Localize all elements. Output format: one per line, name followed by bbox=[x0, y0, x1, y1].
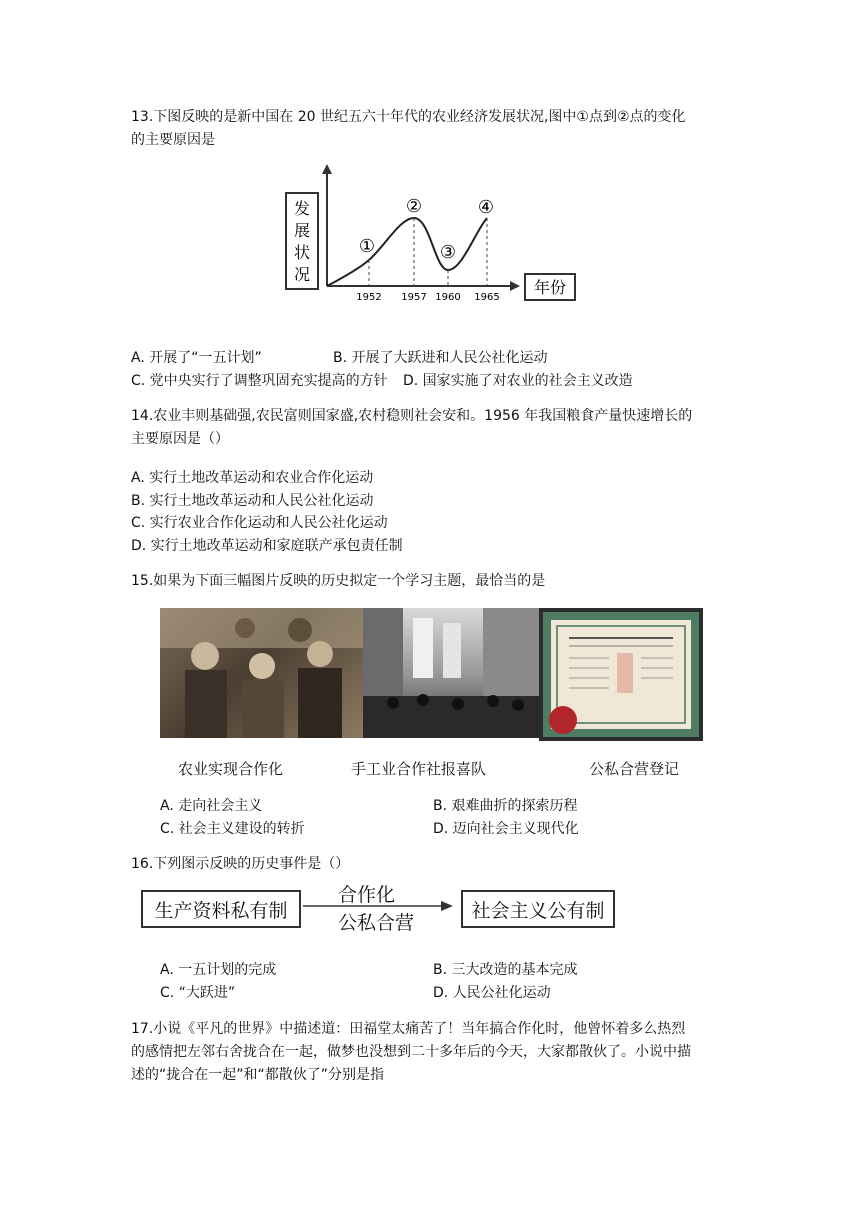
diagram-public-ownership-label: 社会主义公有制 bbox=[471, 899, 605, 922]
q16-option-c: C. “大跃进” bbox=[160, 985, 236, 1001]
chart-ylabel-1: 发 bbox=[293, 199, 311, 218]
chart-y-arrow bbox=[322, 164, 332, 174]
diagram-joint-venture-label: 公私合营 bbox=[338, 912, 415, 934]
diagram-public-ownership-box bbox=[461, 890, 615, 928]
q16-option-b: B. 三大改造的基本完成 bbox=[433, 962, 578, 978]
chart-x-arrow bbox=[510, 281, 520, 291]
q17-stem-line2: 的感情把左邻右舍拢合在一起，做梦也没想到二十多年后的今天，大家都散伙了。小说中描 bbox=[131, 1044, 691, 1060]
q14-option-a: A. 实行土地改革运动和农业合作化运动 bbox=[131, 470, 374, 486]
q15-option-c: C. 社会主义建设的转折 bbox=[160, 821, 305, 837]
chart-point-2: ② bbox=[405, 196, 423, 217]
q13-option-d: D. 国家实施了对农业的社会主义改造 bbox=[403, 373, 633, 389]
q13-stem-line1: 13.下图反映的是新中国在 20 世纪五六十年代的农业经济发展状况,图中①点到②点的变化 bbox=[131, 109, 686, 125]
q15-caption-3: 公私合营登记 bbox=[589, 760, 680, 778]
q15-option-a: A. 走向社会主义 bbox=[160, 798, 263, 814]
q17-stem-line1: 17.小说《平凡的世界》中描述道：田福堂太痛苦了！当年搞合作化时，他曾怀着多么热烈 bbox=[131, 1021, 686, 1037]
q14-option-c: C. 实行农业合作化运动和人民公社化运动 bbox=[131, 515, 388, 531]
chart-curve bbox=[327, 218, 487, 286]
q13-development-chart bbox=[280, 160, 580, 305]
chart-ylabel-2: 展 bbox=[293, 221, 311, 240]
q14-option-d: D. 实行土地改革运动和家庭联产承包责任制 bbox=[131, 538, 403, 554]
chart-ylabel-3: 状 bbox=[293, 243, 311, 262]
q16-option-d: D. 人民公社化运动 bbox=[433, 985, 551, 1001]
q15-option-b: B. 艰难曲折的探索历程 bbox=[433, 798, 578, 814]
q15-caption-2: 手工业合作社报喜队 bbox=[351, 760, 487, 778]
photo-joint-venture-certificate bbox=[539, 608, 703, 741]
diagram-private-ownership-label: 生产资料私有制 bbox=[154, 899, 288, 922]
q14-option-b: B. 实行土地改革运动和人民公社化运动 bbox=[131, 493, 374, 509]
diagram-private-ownership-box bbox=[141, 890, 301, 928]
chart-point-3: ③ bbox=[439, 242, 457, 263]
q13-option-c: C. 党中央实行了调整巩固充实提高的方针 bbox=[131, 373, 388, 389]
q14-stem-line1: 14.农业丰则基础强,农民富则国家盛,农村稳则社会安和。1956 年我国粮食产量快速增长的 bbox=[131, 408, 693, 424]
photo-agricultural-cooperative bbox=[160, 608, 363, 738]
chart-tick-1965: 1965 bbox=[474, 292, 500, 303]
chart-tick-1957: 1957 bbox=[401, 292, 427, 303]
q13-option-b: B. 开展了大跃进和人民公社化运动 bbox=[333, 350, 548, 366]
chart-point-1: ① bbox=[358, 236, 376, 257]
q13-stem-line2: 的主要原因是 bbox=[131, 132, 215, 148]
q16-option-a: A. 一五计划的完成 bbox=[160, 962, 277, 978]
chart-tick-1960: 1960 bbox=[435, 292, 461, 303]
q13-option-a: A. 开展了“一五计划” bbox=[131, 350, 262, 366]
q17-stem-line3: 述的“拢合在一起”和“都散伙了”分别是指 bbox=[131, 1067, 385, 1083]
chart-ylabel-4: 况 bbox=[293, 265, 311, 284]
q15-option-d: D. 迈向社会主义现代化 bbox=[433, 821, 579, 837]
q16-stem: 16.下列图示反映的历史事件是（） bbox=[131, 856, 350, 872]
chart-point-4: ④ bbox=[477, 197, 495, 218]
chart-xlabel: 年份 bbox=[533, 278, 567, 297]
chart-tick-1952: 1952 bbox=[356, 292, 382, 303]
q15-caption-1: 农业实现合作化 bbox=[178, 760, 284, 778]
q14-stem-line2: 主要原因是（） bbox=[131, 431, 229, 447]
photo-handicraft-cooperative-parade bbox=[363, 608, 539, 738]
q15-stem: 15.如果为下面三幅图片反映的历史拟定一个学习主题，最恰当的是 bbox=[131, 573, 546, 589]
diagram-cooperation-label: 合作化 bbox=[338, 884, 396, 906]
